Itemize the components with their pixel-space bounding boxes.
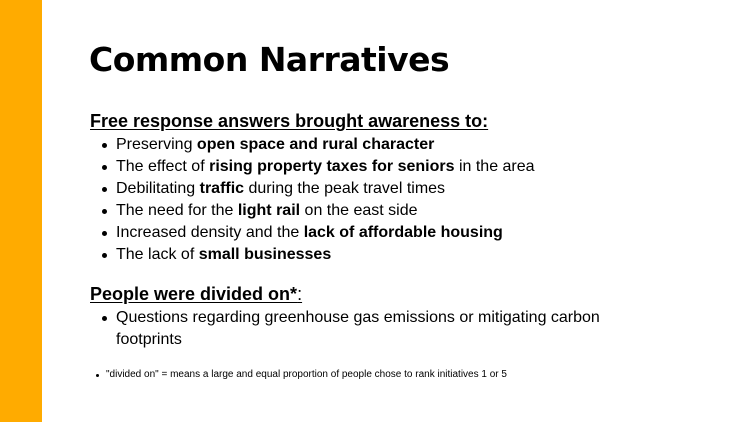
footnote-text: "divided on" = means a large and equal proportion of people chose to rank initiatives 1 or 5 — [94, 369, 507, 380]
list-item: Preserving open space and rural character — [96, 134, 535, 156]
list-item: The effect of rising property taxes for seniors in the area — [96, 156, 535, 178]
slide-title: Common Narratives — [89, 40, 450, 79]
footnote — [94, 369, 507, 380]
divided-list — [96, 307, 616, 351]
list-item: Questions regarding greenhouse gas emissions or mitigating carbon footprints — [96, 307, 616, 351]
accent-bar — [0, 0, 42, 422]
section-heading-divided: People were divided on*: — [90, 284, 303, 304]
section-heading-awareness: Free response answers brought awareness to: — [90, 111, 489, 131]
list-item: Debilitating traffic during the peak travel times — [96, 178, 535, 200]
awareness-list — [96, 134, 535, 266]
list-item: Increased density and the lack of affordable housing — [96, 222, 535, 244]
list-item: The need for the light rail on the east side — [96, 200, 535, 222]
list-item: The lack of small businesses — [96, 244, 535, 266]
